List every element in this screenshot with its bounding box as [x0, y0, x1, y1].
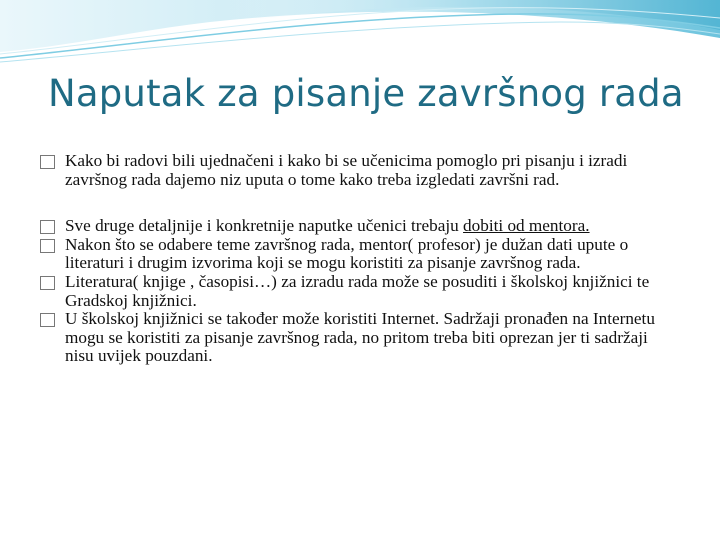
- bullet-box-icon: [40, 239, 55, 253]
- bullet-text: Kako bi radovi bili ujednačeni i kako bi se učenicima pomoglo pri pisanju i izradi završnog rada dajemo niz uputa o tome kako treba izgledati završni rad.: [65, 151, 628, 189]
- bullet-list: [40, 152, 680, 366]
- bullet-box-icon: [40, 155, 55, 169]
- page-title: Naputak za pisanje završnog rada: [48, 72, 684, 115]
- bullet-box-icon: [40, 276, 55, 290]
- bullet-text: Literatura( knjige , časopisi…) za izradu rada može se posuditi i školskoj knjižnici te Gradskoj knjižnici.: [65, 271, 650, 310]
- bullet-text: U školskoj knjižnici se također može koristiti Internet. Sadržaji pronađen na Internetu mogu se koristiti za pisanje završnog rada, no pritom treba biti oprezan jer ti sadržaji nisu uvijek pouzdani.: [65, 309, 655, 366]
- bullet-box-icon: [40, 313, 55, 327]
- bullet-box-icon: [40, 220, 55, 234]
- list-item: [40, 273, 680, 310]
- bullet-text: Sve druge detaljnije i konkretnije naputke učenici trebaju: [65, 216, 464, 236]
- header-wave-decoration: [0, 0, 720, 70]
- list-item: [40, 152, 680, 189]
- list-item: [40, 310, 680, 366]
- list-item: [40, 236, 680, 273]
- list-item: [40, 217, 680, 236]
- bullet-underlined-text: dobiti od mentora.: [463, 216, 590, 236]
- bullet-text: Nakon što se odabere teme završnog rada, mentor( profesor) je dužan dati upute o literaturi i drugim izvorima koji se mogu koristiti za pisanje završnog rada.: [65, 234, 629, 273]
